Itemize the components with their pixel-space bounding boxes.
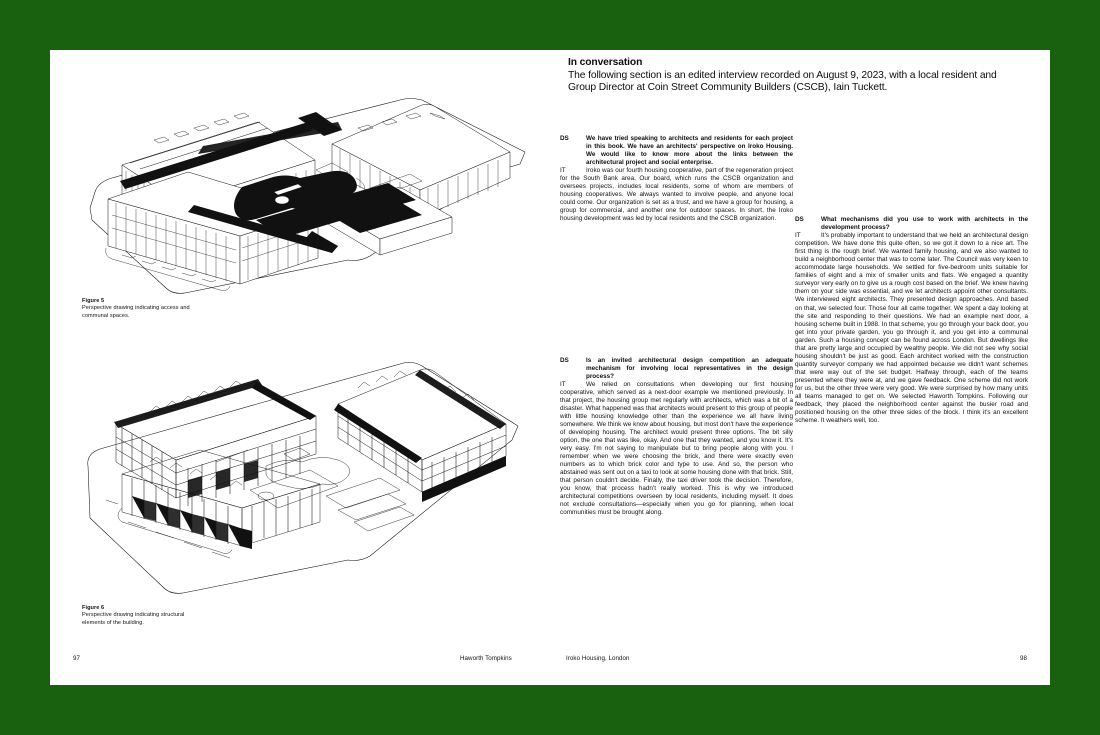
answer-text: Iroko was our fourth housing cooperative, part of the regeneration project for the South Bank area. Our board, which runs the CSCB organization and oversees projects, includes local residents, some of whom are members of housing cooperatives. We always wanted to involve people, and anyone local could come. Our organization is set as a trust, and we have a group for housing, a group for commercial, and another one for outdoor spaces. In short, the Iroko housing development was led by local residents and the CSCB organization.: [560, 167, 793, 223]
question-row: [560, 135, 793, 167]
intro-text: The following section is an edited interview recorded on August 9, 2023, with a local resident and Group Director at Coin Street Community Builders (CSCB), Iain Tuckett.: [568, 69, 997, 94]
question-row: [795, 216, 1028, 232]
speaker-tag-it: IT: [560, 380, 566, 388]
page-number-right: 98: [1019, 655, 1027, 662]
answer-text: We relied on consultations when developing our first housing cooperative, which served as a next-door example we mentioned previously. In that project, the housing group met regularly with architects, which was a bit of a disaster. What happened was that architects would present to this group of people with little housing knowledge other than the experience we all have living somewhere. We think we know about housing, but most don't have the experience of developing housing. The architect would present three options. The bit silly option, the one that was like, okay. And one that they wanted, and you know it. It's very easy. I'm not saying to manipulate but to bring people along with you. I remember when we were choosing the brick, and there were exactly even numbers as to which brick color and type to use. And so, the person who abstained was sent out on a taxi to look at some housing done with that brick. Still, that person couldn't decide. Finally, the taxi driver took the decision. Therefore, you know, that process hadn't really worked. This is why we introduced architectural competitions overseen by local residents, including myself. It does not exclude consultations—especially when you go for planning, when local communities must be brought along.: [560, 380, 793, 517]
question-text: What mechanisms did you use to work with architects in the development process?: [821, 216, 1028, 232]
figure-5-caption-text: Perspective drawing indicating access and communal spaces.: [82, 305, 190, 319]
qa-exchange-2: [560, 357, 793, 518]
answer-row: [560, 381, 793, 518]
answer-text: It's probably important to understand that we held an architectural design competition. We have done this quite often, so we got it down to a nice art. The first thing is the rough brief. We wanted family housing, and we also wanted to build a neighborhood center that was to come later. The Council was very keen to accommodate large households. We settled for five-bedroom units suitable for families of eight and a mix of smaller units and flats. We engaged a quantity surveyor very early on to give us a rough cost based on the brief. We knew having them on your side was essential, and we let architects appoint other consultants. We interviewed eight architects. They presented design approaches. And based on that, we selected four. Those four all came together. We spent a day looking at the site and responding to their questions. We had an example next door, a housing scheme built in 1988. In that scheme, you go through your back door, you get into your private garden, you go through it, and you get into a communal garden. Such a housing concept can be found across London. But dwellings like that are pretty large and occupied by wealthy people. We did not see why social housing shouldn't be just as good. Each architect worked with the construction quantity surveyor company we had appointed because we didn't want schemes that were way out of the set budget. Halfway through, each of the teams presented where they were at, and we gave feedback. One scheme did not work for us, but the other three were very good. We were surprised by how many units all teams managed to get on. We selected Haworth Tompkins. Following our feedback, they placed the neighborhood center against the busier road and positioned housing on the other three sides of the block. I think it's an excellent scheme. It weathers well, too.: [795, 232, 1028, 425]
speaker-tag-ds: DS: [560, 135, 569, 142]
speaker-tag-it: IT: [795, 232, 801, 240]
figure-5-title: Figure 5: [82, 298, 105, 304]
question-text: We have tried speaking to architects and residents for each project in this book. We have an architects' perspective on Iroko Housing. We would like to know more about the links between the architectural project and social enterprise.: [586, 135, 793, 167]
question-row: [560, 357, 793, 381]
interview-column-right: [795, 216, 1028, 425]
speaker-tag-ds: DS: [560, 356, 569, 364]
question-text: Is an invited architectural design competition an adequate mechanism for involving local representatives in the design process?: [586, 356, 793, 380]
speaker-tag-it: IT: [560, 167, 566, 175]
qa-exchange-1: [560, 135, 793, 224]
footer-project: Iroko Housing, London: [566, 655, 630, 662]
answer-row: [795, 232, 1028, 425]
figure-6-caption: [82, 605, 202, 627]
spread-footer: [50, 655, 1050, 665]
footer-practice: Haworth Tompkins: [460, 655, 512, 662]
figure-6-drawing: [70, 350, 540, 600]
speaker-tag-ds: DS: [795, 216, 804, 223]
page-left: [50, 50, 550, 685]
interview-column-left: [560, 135, 793, 517]
figure-5-drawing: [70, 60, 540, 300]
qa-exchange-3: [795, 216, 1028, 425]
figure-6-caption-text: Perspective drawing indicating structural elements of the building.: [82, 612, 185, 626]
page-number-left: 97: [73, 655, 81, 662]
answer-row: [560, 167, 793, 223]
page-right: [550, 50, 1050, 685]
page-title: In conversation: [568, 57, 643, 68]
book-spread: [50, 50, 1050, 685]
figure-6-title: Figure 6: [82, 605, 105, 611]
figure-5-caption: [82, 298, 202, 320]
intro-block: [568, 57, 1008, 95]
